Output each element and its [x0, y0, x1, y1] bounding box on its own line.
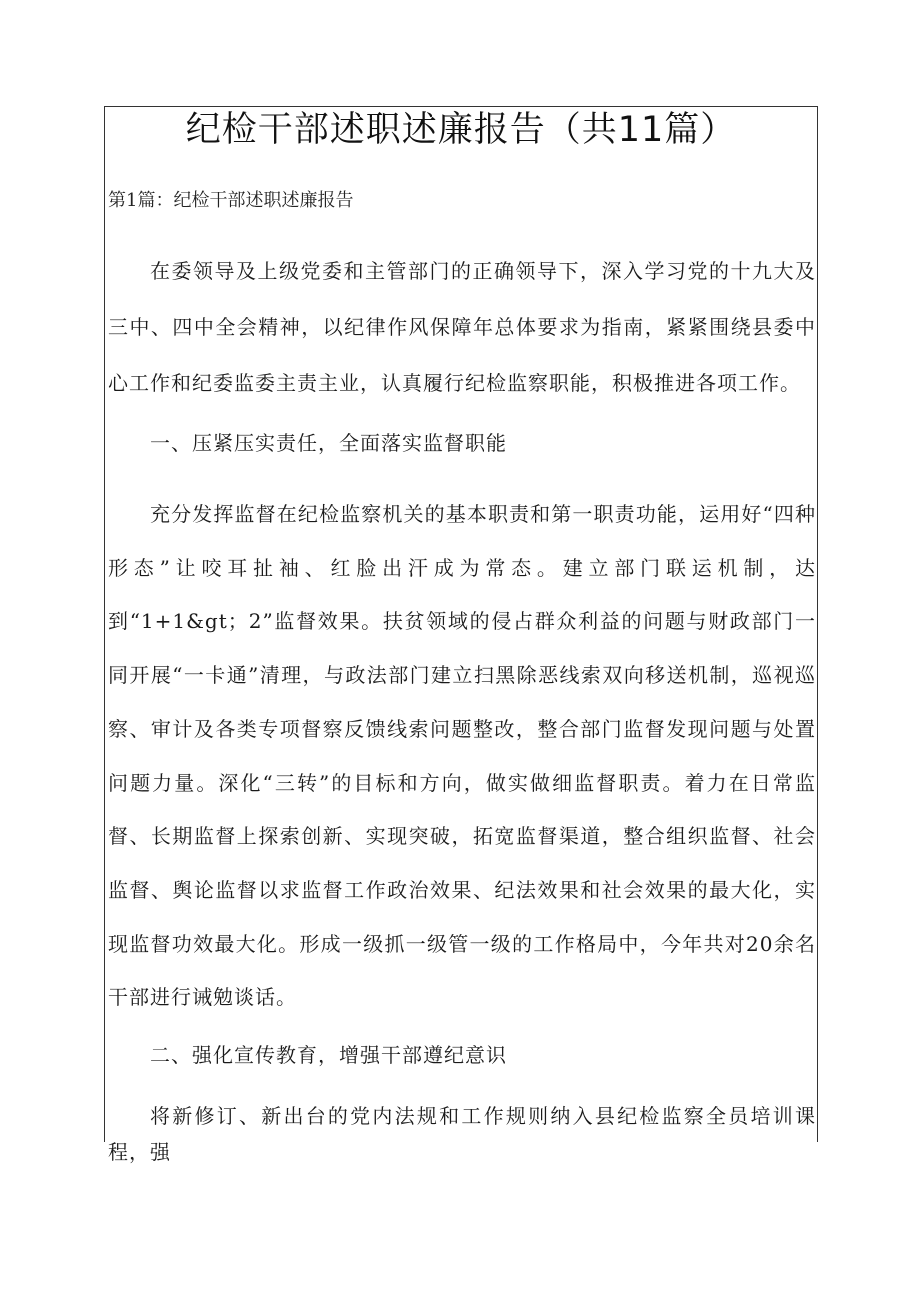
document-subtitle: 第1篇：纪检干部述职述廉报告 — [108, 190, 354, 211]
paragraph-supervision: 充分发挥监督在纪检监察机关的基本职责和第一职责功能，运用好“四种形态”让咬耳扯袖、红脸出汗成为常态。建立部门联运机制，达到“1+1&gt；2”监督效果。扶贫领域的侵占群众利益的问题与财政部门一同开展“一卡通”清理，与政法部门建立扫黑除恶线索双向移送机制，巡视巡察、审计及各类专项督察反馈线索问题整改，整合部门监督发现问题与处置问题力量。深化“三转”的目标和方向，做实做细监督职责。着力在日常监督、长期监督上探索创新、实现突破，拓宽监督渠道，整合组织监督、社会监督、舆论监督以求监督工作政治效果、纪法效果和社会效果的最大化，实现监督功效最大化。形成一级抓一级管一级的工作格局中，今年共对20余名干部进行诫勉谈话。 — [108, 502, 816, 1010]
paragraph-intro: 在委领导及上级党委和主管部门的正确领导下，深入学习党的十九大及三中、四中全会精神，以纪律作风保障年总体要求为指南，紧紧围绕县委中心工作和纪委监委主责主业，认真履行纪检监察职能，积极推进各项工作。 — [108, 259, 816, 395]
document-title: 纪检干部述职述廉报告（共11篇） — [185, 110, 737, 150]
section-heading-1: 一、压紧压实责任，全面落实监督职能 — [150, 431, 507, 455]
section-heading-2: 二、强化宣传教育，增强干部遵纪意识 — [150, 1043, 507, 1067]
paragraph-training: 将新修订、新出台的党内法规和工作规则纳入县纪检监察全员培训课程，强 — [108, 1104, 816, 1164]
